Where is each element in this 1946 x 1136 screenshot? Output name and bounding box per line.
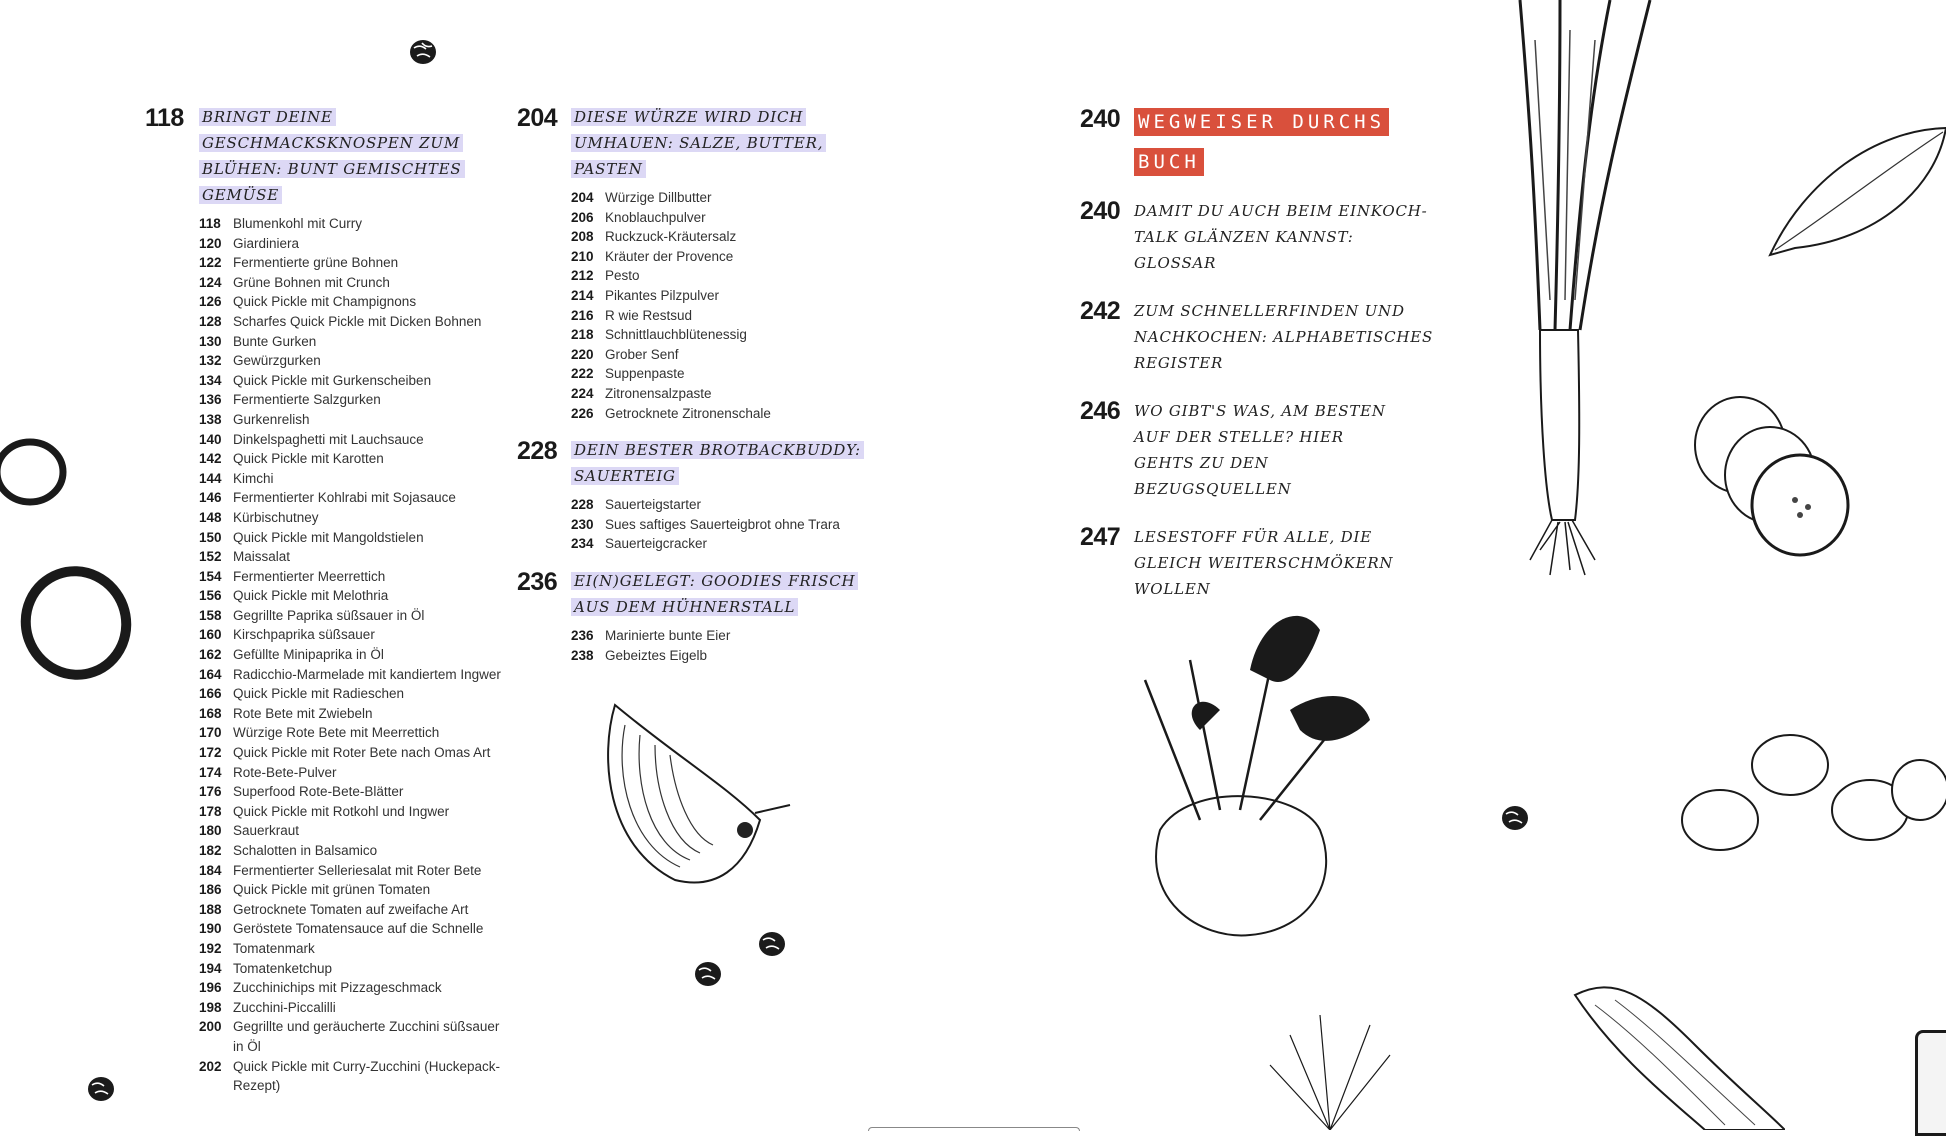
guide-item-number: 240: [1080, 197, 1121, 225]
entry-title: Gebeiztes Eigelb: [605, 647, 708, 663]
entry-page-number: 182: [199, 843, 222, 858]
entry-title: Grober Senf: [605, 346, 679, 362]
horseradish-illustration: [1555, 975, 1785, 1130]
entry-title: Fermentierter Meerrettich: [233, 568, 386, 584]
dill-illustration: [1260, 1005, 1410, 1130]
section-heading: [145, 104, 505, 208]
section-title: [199, 104, 505, 208]
toc-entry: [199, 763, 505, 783]
entry-title: Zitronensalzpaste: [605, 385, 712, 401]
entry-list: [571, 626, 887, 665]
guide-item-title: DAMIT DU AUCH BEIM EINKOCH-TALK GLÄNZEN KANNST: GLOSSAR: [1134, 202, 1428, 272]
toc-entry: [199, 606, 505, 626]
section-title: [571, 437, 887, 489]
entry-title: Scharfes Quick Pickle mit Dicken Bohnen: [233, 313, 482, 329]
entry-page-number: 234: [571, 536, 594, 552]
entry-title: Blumenkohl mit Curry: [233, 216, 363, 231]
entry-title: Getrocknete Zitronenschale: [605, 405, 771, 421]
toc-entry: [199, 508, 505, 528]
entry-title: Quick Pickle mit grünen Tomaten: [233, 882, 431, 898]
toc-entry: [571, 345, 887, 365]
toc-entry: [199, 371, 505, 391]
entry-page-number: 206: [571, 209, 594, 225]
toc-entry: [199, 665, 505, 685]
toc-entry: [199, 430, 505, 450]
entry-page-number: 126: [199, 294, 222, 310]
entry-title: Pesto: [605, 268, 640, 284]
peppercorn-illustration: [693, 960, 723, 988]
carrot-slices-illustration: [1670, 730, 1946, 860]
entry-page-number: 122: [199, 255, 222, 271]
entry-title: Quick Pickle mit Radieschen: [233, 686, 405, 702]
toc-entry: [199, 802, 505, 822]
guide-item-title: WO GIBT'S WAS, AM BESTEN AUF DER STELLE? HIER GEHTS ZU DEN BEZUGSQUELLEN: [1134, 402, 1386, 498]
entry-title: Rote-Bete-Pulver: [233, 764, 337, 780]
toc-entry: [571, 515, 887, 535]
bay-leaf-illustration: [1765, 120, 1946, 260]
entry-title: Giardiniera: [233, 235, 300, 251]
entry-title: Grüne Bohnen mit Crunch: [233, 274, 390, 290]
section-title: [571, 104, 887, 182]
entry-list: [199, 214, 505, 1096]
entry-page-number: 118: [199, 216, 221, 231]
entry-page-number: 136: [199, 392, 222, 408]
entry-title: Zucchinichips mit Pizzageschmack: [233, 980, 442, 996]
entry-page-number: 176: [199, 784, 222, 800]
entry-title: Gefüllte Minipaprika in Öl: [233, 647, 384, 663]
entry-title: Kürbischutney: [233, 509, 319, 525]
entry-title: Würzige Rote Bete mit Meerrettich: [233, 725, 440, 741]
entry-page-number: 224: [571, 385, 594, 401]
entry-page-number: 214: [571, 287, 594, 303]
section-title: [571, 568, 887, 620]
side-tab: [1915, 1030, 1946, 1136]
entry-page-number: 212: [571, 268, 594, 284]
section-heading: [517, 104, 887, 182]
section-heading: [517, 437, 887, 489]
entry-page-number: 178: [199, 803, 222, 819]
toc-entry: [199, 978, 505, 998]
toc-entry: [199, 273, 505, 293]
toc-entry: [571, 325, 887, 345]
guide-title-highlight: WEGWEISER DURCHS BUCH: [1134, 108, 1389, 176]
entry-title: Fermentierter Selleriesalat mit Roter Bete: [233, 862, 482, 878]
entry-page-number: 230: [571, 516, 594, 532]
toc-entry: [199, 547, 505, 567]
entry-title: Fermentierte grüne Bohnen: [233, 255, 399, 271]
toc-entry: [199, 312, 505, 332]
guide-item-number: 247: [1080, 523, 1121, 551]
toc-entry: [571, 534, 887, 554]
entry-page-number: 208: [571, 229, 594, 245]
toc-entry: [571, 404, 887, 424]
entry-title: Quick Pickle mit Gurkenscheiben: [233, 372, 432, 388]
toc-entry: [199, 959, 505, 979]
entry-page-number: 174: [199, 764, 222, 780]
toc-entry: [571, 384, 887, 404]
entry-title: Quick Pickle mit Melothria: [233, 588, 389, 604]
entry-title: Schalotten in Balsamico: [233, 843, 378, 858]
entry-page-number: 148: [199, 509, 222, 525]
entry-page-number: 156: [199, 588, 222, 604]
entry-title: Quick Pickle mit Karotten: [233, 451, 384, 467]
entry-title: Schnittlauchblütenessig: [605, 327, 747, 343]
toc-entry: [199, 684, 505, 704]
entry-page-number: 170: [199, 725, 222, 741]
entry-title: Pikantes Pilzpulver: [605, 287, 720, 303]
bottom-handle: [868, 1127, 1080, 1131]
entry-page-number: 192: [199, 940, 222, 956]
guide-item: [1080, 198, 1460, 276]
toc-entry: [199, 645, 505, 665]
entry-title: Rote Bete mit Zwiebeln: [233, 705, 373, 721]
entry-title: Quick Pickle mit Rotkohl und Ingwer: [233, 803, 450, 819]
entry-page-number: 202: [199, 1058, 222, 1074]
entry-title: Sues saftiges Sauerteigbrot ohne Trara: [605, 516, 840, 532]
entry-page-number: 166: [199, 686, 222, 702]
guide-item-number: 246: [1080, 397, 1121, 425]
section-number: 118: [145, 104, 184, 132]
onion-illustration: [595, 695, 795, 890]
entry-title: Würzige Dillbutter: [605, 190, 712, 205]
entry-title: Dinkelspaghetti mit Lauchsauce: [233, 431, 424, 447]
entry-page-number: 236: [571, 627, 594, 643]
section-title: [1134, 102, 1424, 182]
toc-entry: [571, 286, 887, 306]
toc-column-spices: [517, 104, 887, 679]
guide-item-number: 242: [1080, 297, 1121, 325]
entry-title: Quick Pickle mit Roter Bete nach Omas Art: [233, 745, 491, 761]
entry-page-number: 150: [199, 529, 222, 545]
entry-page-number: 132: [199, 353, 222, 369]
toc-section: [517, 568, 887, 665]
entry-page-number: 172: [199, 745, 222, 761]
entry-title: Kirschpaprika süßsauer: [233, 627, 375, 643]
toc-entry: [199, 861, 505, 881]
toc-entry: [199, 939, 505, 959]
onion-ring-illustration: [0, 430, 75, 510]
entry-page-number: 120: [199, 235, 222, 251]
entry-page-number: 218: [571, 327, 594, 343]
entry-title: Sauerteigcracker: [605, 536, 708, 552]
entry-page-number: 140: [199, 431, 222, 447]
guide-heading: [1080, 102, 1460, 182]
entry-title: Tomatenmark: [233, 940, 315, 956]
kohlrabi-illustration: [1070, 580, 1390, 945]
entry-page-number: 134: [199, 372, 222, 388]
entry-title: Kimchi: [233, 470, 274, 486]
entry-page-number: 158: [199, 607, 222, 623]
entry-title: Marinierte bunte Eier: [605, 627, 731, 643]
section-number: 236: [517, 567, 558, 596]
section-number: 228: [517, 437, 558, 466]
entry-page-number: 164: [199, 666, 222, 682]
toc-entry: [199, 743, 505, 763]
entry-title: Tomatenketchup: [233, 960, 333, 976]
entry-page-number: 188: [199, 901, 222, 917]
peppercorn-illustration: [408, 38, 438, 66]
entry-title: Quick Pickle mit Curry-Zucchini (Huckepack-Rezept): [233, 1058, 501, 1094]
toc-section: [517, 104, 887, 423]
entry-page-number: 128: [199, 313, 222, 329]
toc-entry: [199, 880, 505, 900]
entry-page-number: 222: [571, 366, 594, 382]
section-title-text: BRINGT DEINE GESCHMACKSKNOSPEN ZUM BLÜHEN: BUNT GEMISCHTES GEMÜSE: [199, 108, 465, 204]
entry-title: Sauerkraut: [233, 823, 300, 839]
toc-column-guide: [1080, 102, 1460, 624]
toc-entry: [199, 410, 505, 430]
toc-entry: [571, 626, 887, 646]
toc-entry: [199, 234, 505, 254]
section-title-text: DIESE WÜRZE WIRD DICH UMHAUEN: SALZE, BUTTER, PASTEN: [571, 108, 826, 178]
toc-entry: [571, 495, 887, 515]
toc-entry: [199, 1017, 505, 1056]
entry-page-number: 152: [199, 549, 222, 565]
toc-entry: [199, 390, 505, 410]
entry-title: Suppenpaste: [605, 366, 685, 382]
peppercorn-illustration: [757, 930, 787, 958]
entry-title: Gegrillte Paprika süßsauer in Öl: [233, 607, 425, 623]
entry-title: Gewürzgurken: [233, 353, 321, 369]
entry-page-number: 142: [199, 451, 222, 467]
toc-entry: [199, 998, 505, 1018]
entry-page-number: 124: [199, 274, 222, 290]
toc-entry: [199, 332, 505, 352]
entry-title: Gegrillte und geräucherte Zucchini süßsauer in Öl: [233, 1019, 500, 1054]
entry-page-number: 146: [199, 490, 222, 506]
toc-entry: [199, 253, 505, 273]
entry-page-number: 220: [571, 346, 594, 362]
entry-title: R wie Restsud: [605, 307, 693, 323]
toc-entry: [571, 266, 887, 286]
toc-entry: [199, 900, 505, 920]
toc-entry: [571, 247, 887, 267]
entry-title: Knoblauchpulver: [605, 209, 706, 225]
toc-section: [517, 437, 887, 554]
entry-page-number: 138: [199, 411, 222, 427]
cucumber-slices-illustration: [1690, 385, 1860, 565]
entry-page-number: 238: [571, 647, 594, 663]
entry-page-number: 228: [571, 497, 594, 513]
entry-title: Sauerteigstarter: [605, 497, 702, 513]
toc-entry: [199, 704, 505, 724]
toc-entry: [199, 586, 505, 606]
toc-entry: [571, 227, 887, 247]
onion-ring-illustration: [18, 565, 138, 685]
entry-page-number: 154: [199, 568, 222, 584]
toc-section: [145, 104, 505, 1096]
entry-page-number: 162: [199, 647, 222, 663]
entry-title: Fermentierte Salzgurken: [233, 392, 381, 408]
toc-entry: [199, 214, 505, 234]
toc-entry: [199, 449, 505, 469]
entry-title: Superfood Rote-Bete-Blätter: [233, 784, 404, 800]
entry-page-number: 168: [199, 705, 222, 721]
entry-title: Maissalat: [233, 549, 291, 565]
entry-title: Zucchini-Piccalilli: [233, 999, 336, 1015]
guide-item: [1080, 298, 1460, 376]
section-title-text: DEIN BESTER BROTBACKBUDDY: SAUERTEIG: [571, 441, 864, 485]
section-title-text: EI(N)GELEGT: GOODIES FRISCH AUS DEM HÜHNERSTALL: [571, 572, 858, 616]
entry-page-number: 210: [571, 248, 594, 264]
toc-entry: [571, 188, 887, 208]
toc-entry: [199, 567, 505, 587]
entry-title: Quick Pickle mit Champignons: [233, 294, 417, 310]
toc-entry: [571, 364, 887, 384]
peppercorn-illustration: [1500, 804, 1530, 832]
entry-page-number: 204: [571, 190, 594, 205]
entry-list: [571, 188, 887, 423]
toc-entry: [199, 528, 505, 548]
entry-title: Quick Pickle mit Mangoldstielen: [233, 529, 424, 545]
entry-title: Radicchio-Marmelade mit kandiertem Ingwer: [233, 666, 501, 682]
entry-title: Gurkenrelish: [233, 411, 310, 427]
section-heading: [517, 568, 887, 620]
entry-page-number: 190: [199, 921, 222, 937]
toc-entry: [571, 208, 887, 228]
entry-title: Ruckzuck-Kräutersalz: [605, 229, 737, 245]
entry-title: Bunte Gurken: [233, 333, 317, 349]
entry-page-number: 216: [571, 307, 594, 323]
toc-entry: [199, 292, 505, 312]
toc-entry: [571, 646, 887, 666]
toc-entry: [199, 821, 505, 841]
guide-item: [1080, 398, 1460, 502]
guide-item-title: ZUM SCHNELLERFINDEN UND NACHKOCHEN: ALPHABETISCHES REGISTER: [1134, 302, 1434, 372]
section-number: 240: [1080, 105, 1121, 133]
entry-page-number: 130: [199, 333, 222, 349]
entry-page-number: 194: [199, 960, 222, 976]
toc-entry: [199, 919, 505, 939]
entry-title: Getrocknete Tomaten auf zweifache Art: [233, 901, 469, 917]
section-number: 204: [517, 104, 558, 132]
toc-entry: [199, 469, 505, 489]
entry-page-number: 200: [199, 1019, 222, 1035]
guide-item-title: LESESTOFF FÜR ALLE, DIE GLEICH WEITERSCHMÖKERN WOLLEN: [1134, 528, 1394, 598]
toc-entry: [199, 625, 505, 645]
peppercorn-illustration: [86, 1075, 116, 1103]
entry-title: Kräuter der Provence: [605, 248, 734, 264]
toc-entry: [199, 1057, 505, 1096]
toc-entry: [199, 351, 505, 371]
entry-page-number: 160: [199, 627, 222, 643]
toc-entry: [571, 306, 887, 326]
entry-page-number: 186: [199, 882, 222, 898]
toc-entry: [199, 782, 505, 802]
toc-entry: [199, 841, 505, 861]
entry-title: Fermentierter Kohlrabi mit Sojasauce: [233, 490, 456, 506]
entry-page-number: 144: [199, 470, 222, 486]
entry-page-number: 198: [199, 999, 222, 1015]
toc-entry: [199, 723, 505, 743]
leek-illustration: [1440, 0, 1700, 580]
entry-page-number: 226: [571, 405, 594, 421]
toc-entry: [199, 488, 505, 508]
entry-page-number: 184: [199, 862, 222, 878]
entry-list: [571, 495, 887, 554]
entry-title: Geröstete Tomatensauce auf die Schnelle: [233, 921, 484, 937]
entry-page-number: 196: [199, 980, 222, 996]
toc-column-vegetables: [145, 104, 505, 1110]
entry-page-number: 180: [199, 823, 222, 839]
